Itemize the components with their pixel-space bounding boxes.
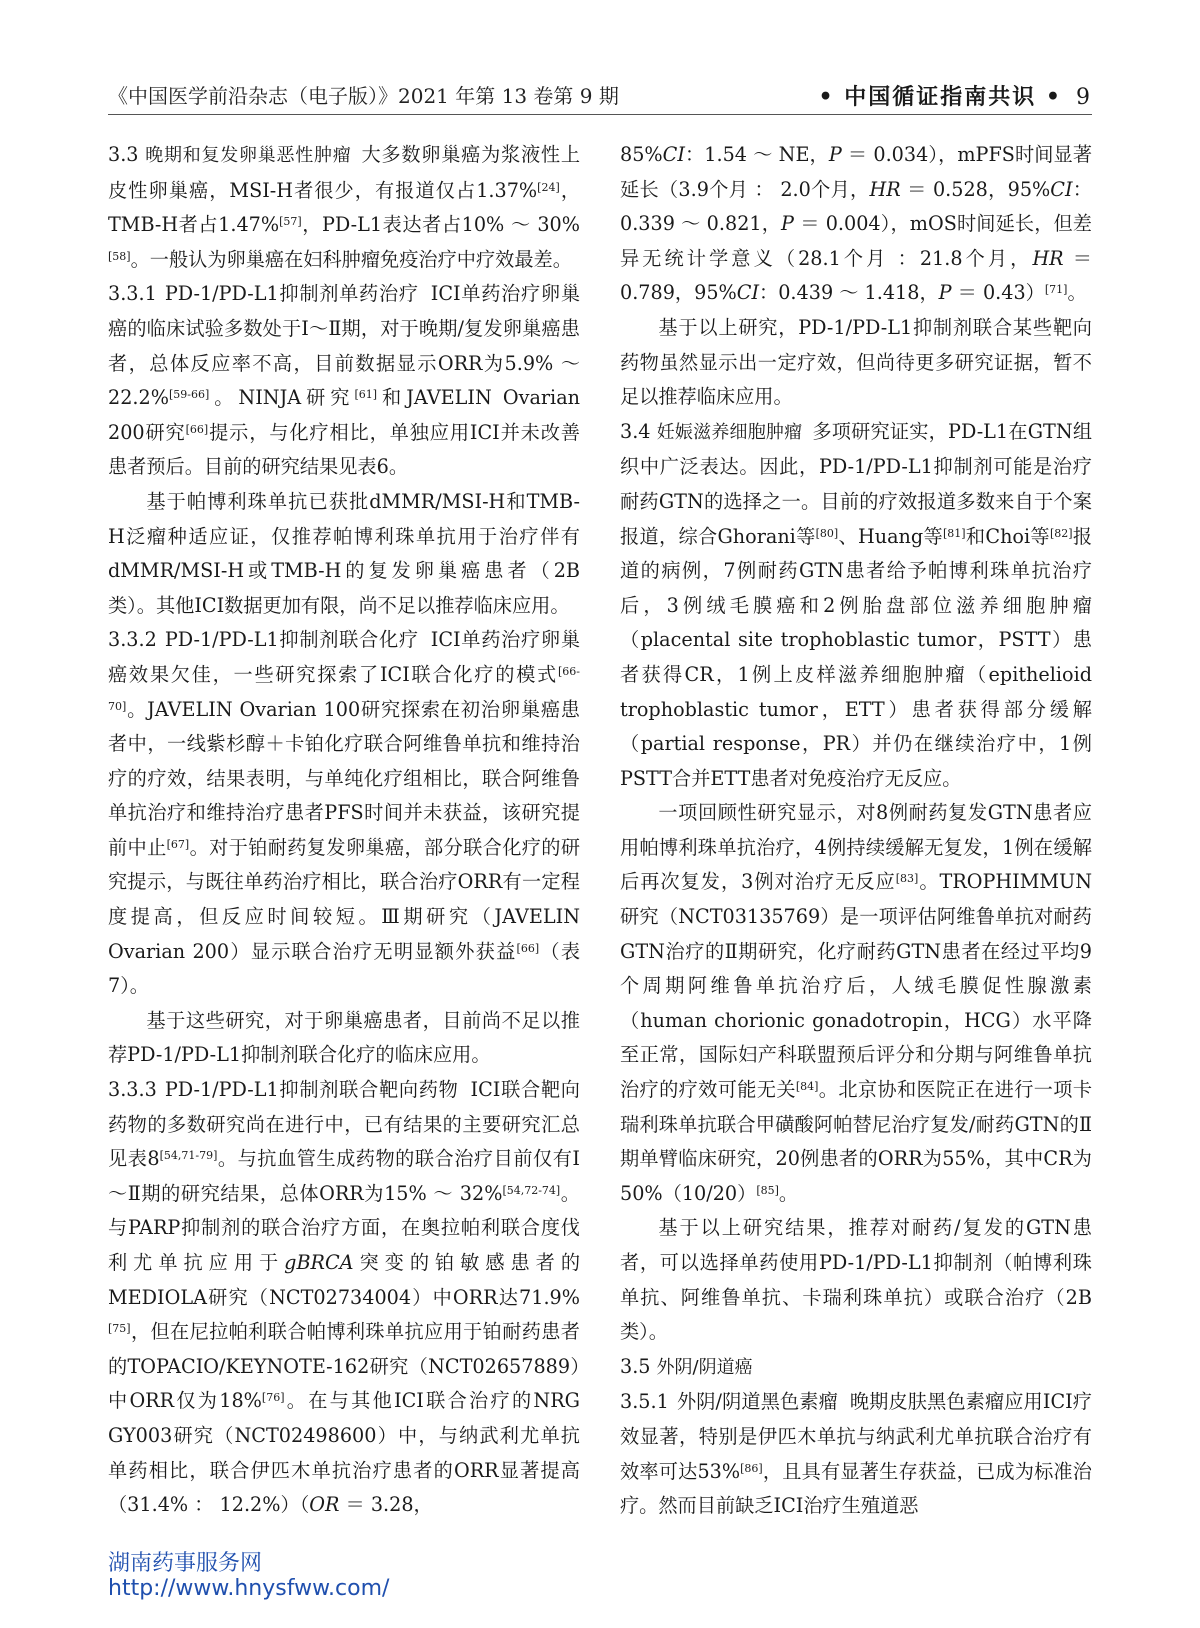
text: ＝ 0.528，95% (900, 177, 1051, 201)
text: 报道的病例，7例耐药GTN患者给予帕博利珠单抗治疗后，3例绒毛膜癌和2例胎盘部位滋养细胞肿瘤（placental site trophoblastic tumor，PSTT）患者获得CR，1例上皮样滋养细胞肿瘤（epithelioid trophoblastic tumor，ETT）患者获得部分缓解（partial response，PR）并仍在继续治疗中，1例PSTT合并ETT患者对免疫治疗无反应。 (620, 524, 1093, 790)
italic-stat: HR (869, 177, 901, 201)
citation: [67] (166, 837, 190, 851)
citation: [66] (185, 422, 209, 436)
italic-stat: HR (1032, 246, 1064, 270)
text: 一项回顾性研究显示，对8例耐药复发GTN患者应用帕博利珠单抗治疗，4例持续缓解无复发，1例在缓解后再次复发，3例对治疗无反应 (620, 801, 1092, 894)
citation: [75] (108, 1322, 131, 1336)
text: 。与抗血管生成药物的联合治疗目前仅有Ⅰ～Ⅱ期的研究结果，总体ORR为15% ～ 32% (108, 1147, 580, 1205)
text: （表7）。 (108, 939, 581, 998)
citation: [54,71-79] (159, 1149, 218, 1163)
text: ：0.339 ～ 0.821， (620, 177, 1092, 236)
header-rule (108, 114, 1092, 115)
text: ICI单药治疗卵巢癌效果欠佳，一些研究探索了ICI联合化疗的模式 (108, 628, 581, 686)
text: 晚期皮肤黑色素瘤应用ICI疗效显著，特别是伊匹木单抗与纳武利尤单抗联合治疗有效率可达53% (620, 1390, 1092, 1483)
text: ICI单药治疗卵巢癌的临床试验多数处于Ⅰ～Ⅱ期，对于晚期/复发卵巢癌患者，总体反应率不高，目前数据显示ORR为5.9% ～ 22.2% (108, 282, 581, 410)
section-title: 外阴/阴道癌 (656, 1356, 753, 1378)
text: 。 (778, 1181, 799, 1205)
section-number: 3.3 (108, 143, 139, 166)
paragraph: 基于这些研究，对于卵巢癌患者，目前尚不足以推荐PD-1/PD-L1抑制剂联合化疗的临床应用。 (108, 1008, 580, 1067)
italic-gene: gBRCA (284, 1251, 354, 1274)
section-number: 3.5.1 (620, 1390, 669, 1414)
text: 突变的铂敏感患者的MEDIOLA研究（NCT02734004）中ORR达71.9% (108, 1251, 581, 1309)
text: ，TMB-H者占1.47% (108, 178, 581, 237)
paragraph (620, 796, 1092, 1211)
paragraph-3-3 (108, 138, 580, 277)
citation: [54,72-74] (502, 1183, 561, 1197)
paragraph-3-5-1 (620, 1385, 1092, 1523)
right-column (620, 138, 1092, 1524)
citation: [76] (261, 1391, 285, 1405)
section-title: 外阴/阴道黑色素瘤 (676, 1390, 838, 1414)
section-number: 3.5 (620, 1354, 651, 1378)
citation: [66-70] (108, 664, 580, 713)
citation: [86] (740, 1461, 763, 1475)
citation: [58] (108, 249, 131, 263)
text: 。一般认为卵巢癌在妇科肿瘤免疫治疗中疗效最差。 (130, 247, 572, 271)
section-label: • 中国循证指南共识 • (818, 84, 1062, 110)
citation: [81] (943, 526, 966, 540)
citation: [85] (756, 1183, 779, 1197)
text: 大多数卵巢癌为浆液性上皮性卵巢癌，MSI-H者很少，有报道仅占1.37% (108, 143, 581, 202)
section-title: PD-1/PD-L1抑制剂单药治疗 (164, 282, 419, 306)
section-title: PD-1/PD-L1抑制剂联合靶向药物 (164, 1078, 459, 1102)
text: 和JAVELIN Ovarian 200研究 (108, 386, 580, 444)
paragraph: 基于以上研究，PD-1/PD-L1抑制剂联合某些靶向药物虽然显示出一定疗效，但尚待更多研究证据，暂不足以推荐临床应用。 (620, 315, 1092, 409)
text: 。TROPHIMMUN研究（NCT03135769）是一项评估阿维鲁单抗对耐药GTN治疗的Ⅱ期研究，化疗耐药GTN患者在经过平均9个周期阿维鲁单抗治疗后，人绒毛膜促性腺激素（human chorionic gonadotropin，HCG）水平降至正常，国际妇产科联盟预后评分和分期与阿维鲁单抗治疗的疗效可能无关 (620, 870, 1092, 1102)
italic-stat: CI (662, 143, 685, 166)
italic-stat: P (781, 212, 794, 236)
section-number: 3.3.1 (108, 282, 157, 306)
text: 。NINJA研究 (209, 386, 355, 410)
text: 85% (620, 143, 663, 166)
paragraph-continued (620, 138, 1092, 311)
paragraph: 基于帕博利珠单抗已获批dMMR/MSI-H和TMB-H泛瘤种适应证，仅推荐帕博利珠单抗用于治疗伴有dMMR/MSI-H或TMB-H的复发卵巢癌患者（2B类）。其他ICI数据更加有限，尚不足以推荐临床应用。 (108, 489, 580, 617)
text: ＝ 0.789，95% (620, 246, 1092, 305)
text: 。JAVELIN Ovarian 100研究探索在初治卵巢癌患者中，一线紫杉醇＋卡铂化疗联合阿维鲁单抗和维持治疗的疗效，结果表明，与单纯化疗组相比，联合阿维鲁单抗治疗和维持治疗患者PFS时间并未获益，该研究提前中止 (108, 697, 580, 859)
text: 、Huang等 (838, 524, 943, 548)
text: ，PD-L1表达者占10% ～ 30% (301, 213, 580, 237)
italic-stat: OR (309, 1493, 340, 1517)
italic-stat: P (938, 281, 952, 305)
left-column (108, 138, 580, 1523)
paragraph-3-3-3 (108, 1073, 580, 1523)
citation: [83] (895, 872, 919, 886)
text: ＝ 3.28， (339, 1493, 433, 1517)
page-number: 9 (1076, 85, 1092, 110)
paragraph: 基于以上研究结果，推荐对耐药/复发的GTN患者，可以选择单药使用PD-1/PD-L1抑制剂（帕博利珠单抗、阿维鲁单抗、卡瑞利珠单抗）或联合治疗（2B类）。 (620, 1216, 1092, 1344)
section-title: PD-1/PD-L1抑制剂联合化疗 (164, 628, 419, 652)
paragraph-3-3-2 (108, 623, 580, 1004)
italic-stat: CI (1050, 177, 1073, 201)
text: ＝ 0.43） (951, 281, 1045, 305)
text: ＝ 0.034），mPFS时间显著延长（3.9个月 ： 2.0个月， (620, 143, 1093, 201)
citation: [57] (279, 215, 302, 229)
heading-3-5 (620, 1350, 1092, 1386)
running-header-section (819, 80, 1092, 111)
section-number: 3.3.3 (108, 1078, 157, 1102)
text: ＝ 0.004），mOS时间延长，但差异无统计学意义（28.1个月 ：21.8个月， (620, 212, 1092, 270)
text: 。北京协和医院正在进行一项卡瑞利珠单抗联合甲磺酸阿帕替尼治疗复发/耐药GTN的Ⅱ期单臂临床研究，20例患者的ORR为55%，其中CR为50%（10/20） (620, 1078, 1093, 1205)
text: 和Choi等 (965, 524, 1050, 548)
section-title: 晚期和复发卵巢恶性肿瘤 (144, 145, 352, 166)
text: 。与PARP抑制剂的联合治疗方面，在奥拉帕利联合度伐利尤单抗应用于 (108, 1181, 580, 1274)
text: 多项研究证实，PD-L1在GTN组织中广泛表达。因此，PD-1/PD-L1抑制剂可能是治疗耐药GTN的选择之一。目前的疗效报道多数来自于个案报道，综合Ghorani等 (620, 419, 1093, 548)
citation: [80] (815, 526, 839, 540)
text: 。 (1067, 281, 1087, 305)
citation: [24] (537, 180, 560, 194)
watermark-site-url[interactable]: http://www.hnysfww.com/ (108, 1576, 390, 1601)
italic-stat: CI (736, 281, 760, 305)
section-title: 妊娠滋养细胞肿瘤 (656, 421, 803, 443)
watermark-site-name: 湖南药事服务网 (108, 1551, 263, 1576)
text: 。对于铂耐药复发卵巢癌，部分联合化疗的研究提示，与既往单药治疗相比，联合治疗ORR有一定程度提高，但反应时间较短。Ⅲ期研究（JAVELIN Ovarian 200）显示联合治疗无明显额外获益 (108, 835, 581, 963)
section-number: 3.3.2 (108, 628, 157, 652)
text: ，且具有显著生存获益，已成为标准治疗。然而目前缺乏ICI治疗生殖道恶 (620, 1459, 1092, 1518)
text: 提示，与化疗相比，单独应用ICI并未改善患者预后。目前的研究结果见表6。 (108, 420, 580, 479)
paragraph-3-4 (620, 415, 1092, 797)
text: ：0.439 ～ 1.418， (759, 281, 939, 305)
text: ，但在尼拉帕利联合帕博利珠单抗应用于铂耐药患者的TOPACIO/KEYNOTE-162研究（NCT02657889）中ORR仅为18% (108, 1320, 580, 1413)
citation: [71] (1044, 283, 1068, 297)
section-number: 3.4 (620, 419, 651, 443)
text: ：1.54 ～ NE， (684, 143, 829, 166)
citation: [61] (354, 388, 378, 402)
citation: [66] (516, 941, 540, 955)
citation: [82] (1049, 526, 1073, 540)
paragraph-3-3-1 (108, 277, 580, 485)
text: 。在与其他ICI联合治疗的NRG GY003研究（NCT02498600）中，与纳武利尤单抗单药相比，联合伊匹木单抗治疗患者的ORR显著提高（31.4% ： 12.2%）（ (108, 1389, 580, 1517)
running-header-journal: 《中国医学前沿杂志（电子版）》2021 年第 13 卷第 9 期 (108, 84, 619, 108)
citation: [59-66] (168, 388, 210, 402)
italic-stat: P (828, 143, 842, 166)
citation: [84] (795, 1080, 819, 1094)
text: ICI联合靶向药物的多数研究尚在进行中，已有结果的主要研究汇总见表8 (108, 1078, 580, 1171)
